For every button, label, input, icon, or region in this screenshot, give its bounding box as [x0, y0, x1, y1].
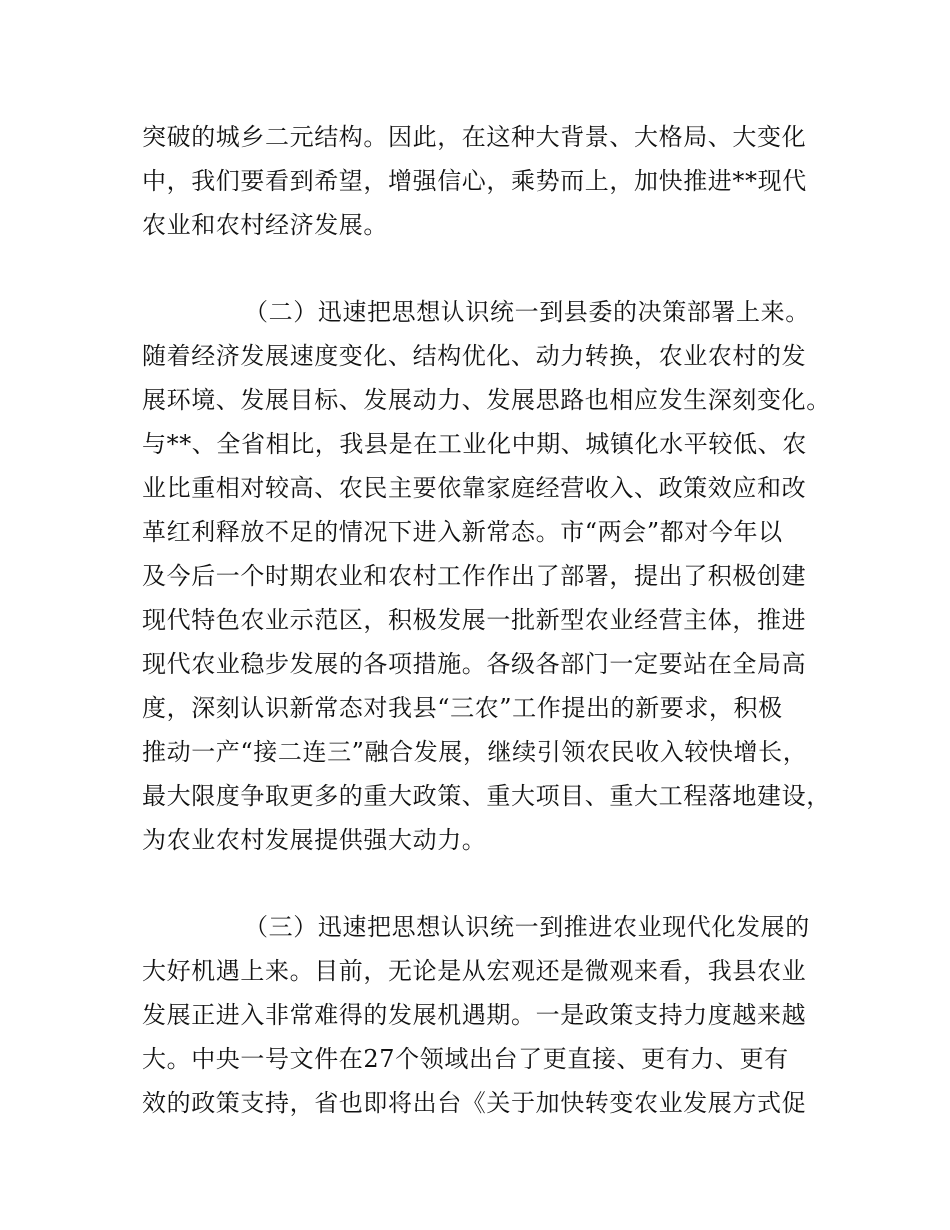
paragraph-line: 业比重相对较高、农民主要依靠家庭经营收入、政策效应和改 — [142, 474, 807, 502]
paragraph-3 — [142, 905, 842, 1125]
paragraph-line: 中，我们要看到希望，增强信心，乘势而上，加快推进**现代 — [142, 167, 807, 195]
paragraph-line: 最大限度争取更多的重大政策、重大项目、重大工程落地建设， — [142, 782, 831, 810]
paragraph-line: 度，深刻认识新常态对我县“三农”工作提出的新要求，积极 — [142, 694, 783, 722]
paragraph-line: 随着经济发展速度变化、结构优化、动力转换，农业农村的发 — [142, 342, 807, 370]
paragraph-line: 革红利释放不足的情况下进入新常态。市“两会”都对今年以 — [142, 518, 783, 546]
paragraph-line: 推动一产“接二连三”融合发展，继续引领农民收入较快增长， — [142, 738, 808, 766]
paragraph-line: 农业和农村经济发展。 — [142, 211, 388, 239]
paragraph-2 — [142, 290, 842, 862]
paragraph-line: 展环境、发展目标、发展动力、发展思路也相应发生深刻变化。 — [142, 386, 831, 414]
paragraph-line: 大好机遇上来。目前，无论是从宏观还是微观来看，我县农业 — [142, 957, 807, 985]
paragraph-line: 效的政策支持，省也即将出台《关于加快转变农业发展方式促 — [142, 1089, 807, 1117]
paragraph-line: 及今后一个时期农业和农村工作作出了部署，提出了积极创建 — [142, 562, 807, 590]
paragraph-1 — [142, 115, 842, 247]
section-heading-3: （三）迅速把思想认识统一到推进农业现代化发展的 — [244, 913, 810, 941]
paragraph-line: 与**、全省相比，我县是在工业化中期、城镇化水平较低、农 — [142, 430, 807, 458]
section-heading-2: （二）迅速把思想认识统一到县委的决策部署上来。 — [244, 298, 810, 326]
paragraph-line: 为农业农村发展提供强大动力。 — [142, 826, 487, 854]
paragraph-line: 现代特色农业示范区，积极发展一批新型农业经营主体，推进 — [142, 606, 807, 634]
paragraph-line: 大。中央一号文件在27个领域出台了更直接、更有力、更有 — [142, 1045, 789, 1073]
paragraph-line: 突破的城乡二元结构。因此，在这种大背景、大格局、大变化 — [142, 123, 807, 151]
paragraph-line: 现代农业稳步发展的各项措施。各级各部门一定要站在全局高 — [142, 650, 807, 678]
paragraph-line: 发展正进入非常难得的发展机遇期。一是政策支持力度越来越 — [142, 1001, 807, 1029]
